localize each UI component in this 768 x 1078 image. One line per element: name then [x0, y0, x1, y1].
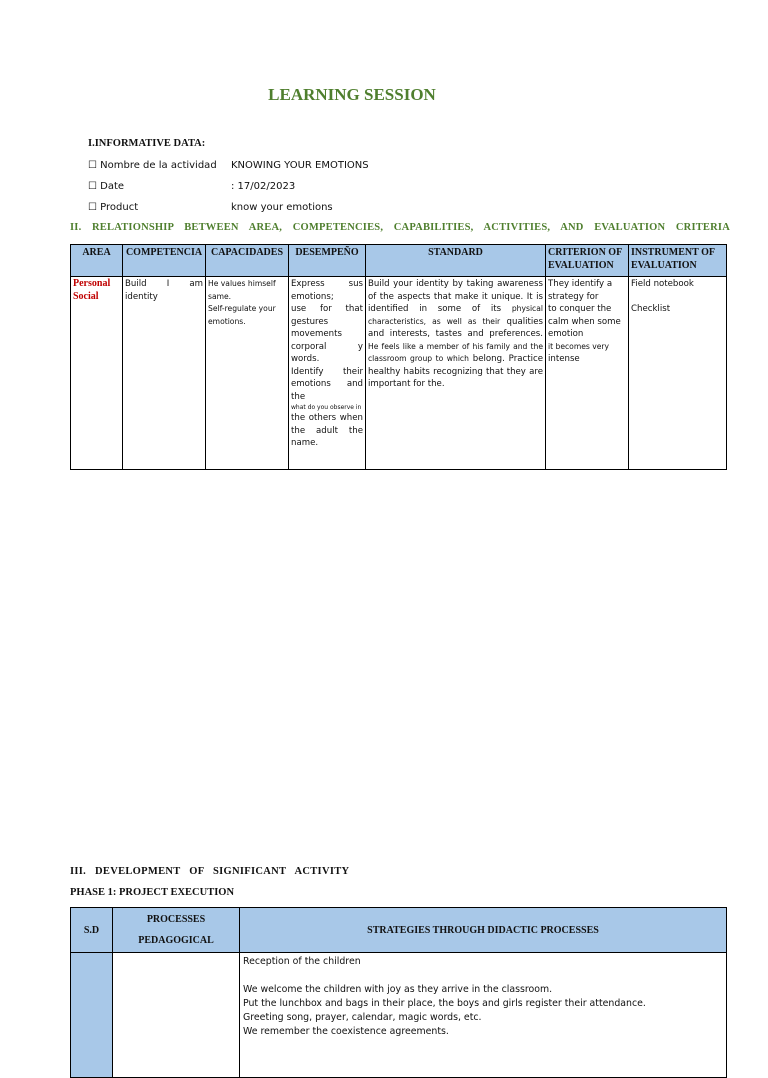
strategy-line	[243, 969, 723, 983]
instrument-text: Checklist	[631, 303, 671, 314]
header-competencia: COMPETENCIA	[123, 245, 206, 277]
criterion-text: They identify a strategy for	[548, 279, 613, 302]
table-header-row	[71, 908, 727, 953]
desempeno-cell	[289, 277, 366, 470]
criterion-text: it becomes very	[548, 341, 610, 351]
info-label: ☐ Product	[88, 202, 139, 213]
page-title: LEARNING SESSION	[268, 85, 436, 104]
desempeno-text: use for that gestures movements corporal y words.	[291, 304, 363, 364]
strategy-line: Put the lunchbox and bags in their place, the boys and girls register their attendance.	[243, 998, 646, 1009]
criterion-text: to conquer the calm when some emotion	[548, 304, 621, 339]
header-desempeno: DESEMPEÑO	[289, 245, 366, 277]
instrument-cell	[629, 277, 727, 470]
strategy-line: We welcome the children with joy as they arrive in the classroom.	[243, 984, 553, 995]
desempeno-text: Identify their emotions and the	[291, 366, 363, 402]
area-text: Personal	[73, 278, 111, 289]
strategy-line: Reception of the children	[243, 956, 361, 967]
area-cell	[71, 277, 123, 470]
info-value: KNOWING YOUR EMOTIONS	[231, 160, 369, 171]
info-value: know your emotions	[231, 202, 333, 213]
table-header-row	[71, 245, 727, 277]
criterion-text: intense	[548, 354, 580, 364]
informative-heading: I.INFORMATIVE DATA:	[88, 138, 206, 149]
header-processes-line: PROCESSES	[146, 914, 206, 925]
desempeno-text: the others when the adult the name.	[291, 413, 363, 448]
header-capacidades: CAPACIDADES	[206, 245, 289, 277]
header-area: AREA	[71, 245, 123, 277]
info-row-activity	[88, 160, 369, 171]
strategy-line: Greeting song, prayer, calendar, magic words, etc.	[243, 1012, 482, 1023]
desempeno-text: what do you observe in	[291, 404, 362, 411]
process-cell	[113, 953, 240, 1078]
header-standard: STANDARD	[366, 245, 546, 277]
standard-text: He feels like a member of his family and the classroom group to which	[368, 341, 543, 363]
standard-text: qualities and interests, tastes and preferences.	[368, 316, 544, 339]
info-label: ☐ Date	[88, 181, 125, 192]
capacidad-text: He values himself same.	[208, 279, 276, 301]
relationship-heading: II. RELATIONSHIP BETWEEN AREA, COMPETENCIES, CAPABILITIES, ACTIVITIES, AND EVALUATION CRITERIA	[70, 222, 730, 233]
strategies-cell	[240, 953, 727, 1078]
header-processes-line: PEDAGOGICAL	[138, 935, 214, 946]
standard-text: belong. Practice healthy habits recognizing that they are important for the.	[368, 354, 544, 389]
header-instrument: INSTRUMENT OF EVALUATION	[629, 245, 727, 277]
desempeno-text: Express sus emotions;	[291, 279, 363, 302]
info-value: : 17/02/2023	[231, 181, 296, 192]
header-processes	[113, 908, 240, 953]
strategy-line: We remember the coexistence agreements.	[243, 1026, 449, 1037]
header-strategies: STRATEGIES THROUGH DIDACTIC PROCESSES	[240, 908, 727, 953]
info-row-product	[88, 202, 333, 213]
table-row	[71, 277, 727, 470]
area-text: Social	[73, 290, 99, 302]
info-label: ☐ Nombre de la actividad	[88, 160, 217, 171]
competencia-cell: Build I am identity	[123, 277, 206, 470]
header-sd: S.D	[71, 908, 113, 953]
standard-cell	[366, 277, 546, 470]
header-criterion: CRITERION OF EVALUATION	[546, 245, 629, 277]
relationship-table	[70, 244, 727, 470]
info-row-date	[88, 181, 295, 192]
development-heading: III. DEVELOPMENT OF SIGNIFICANT ACTIVITY	[70, 866, 350, 877]
sd-cell	[71, 953, 113, 1078]
didactic-processes-table	[70, 907, 727, 1078]
capacidad-text: Self-regulate your emotions.	[208, 304, 276, 326]
criterion-cell	[546, 277, 629, 470]
phase-heading: PHASE 1: PROJECT EXECUTION	[70, 887, 235, 898]
table-row	[71, 953, 727, 1078]
instrument-text: Field notebook	[631, 279, 694, 289]
standard-text: physical characteristics, as well as their	[368, 304, 543, 326]
capacidades-cell	[206, 277, 289, 470]
standard-text: Build your identity by taking awareness of the aspects that make it unique. It is identified in some of its	[368, 279, 543, 314]
